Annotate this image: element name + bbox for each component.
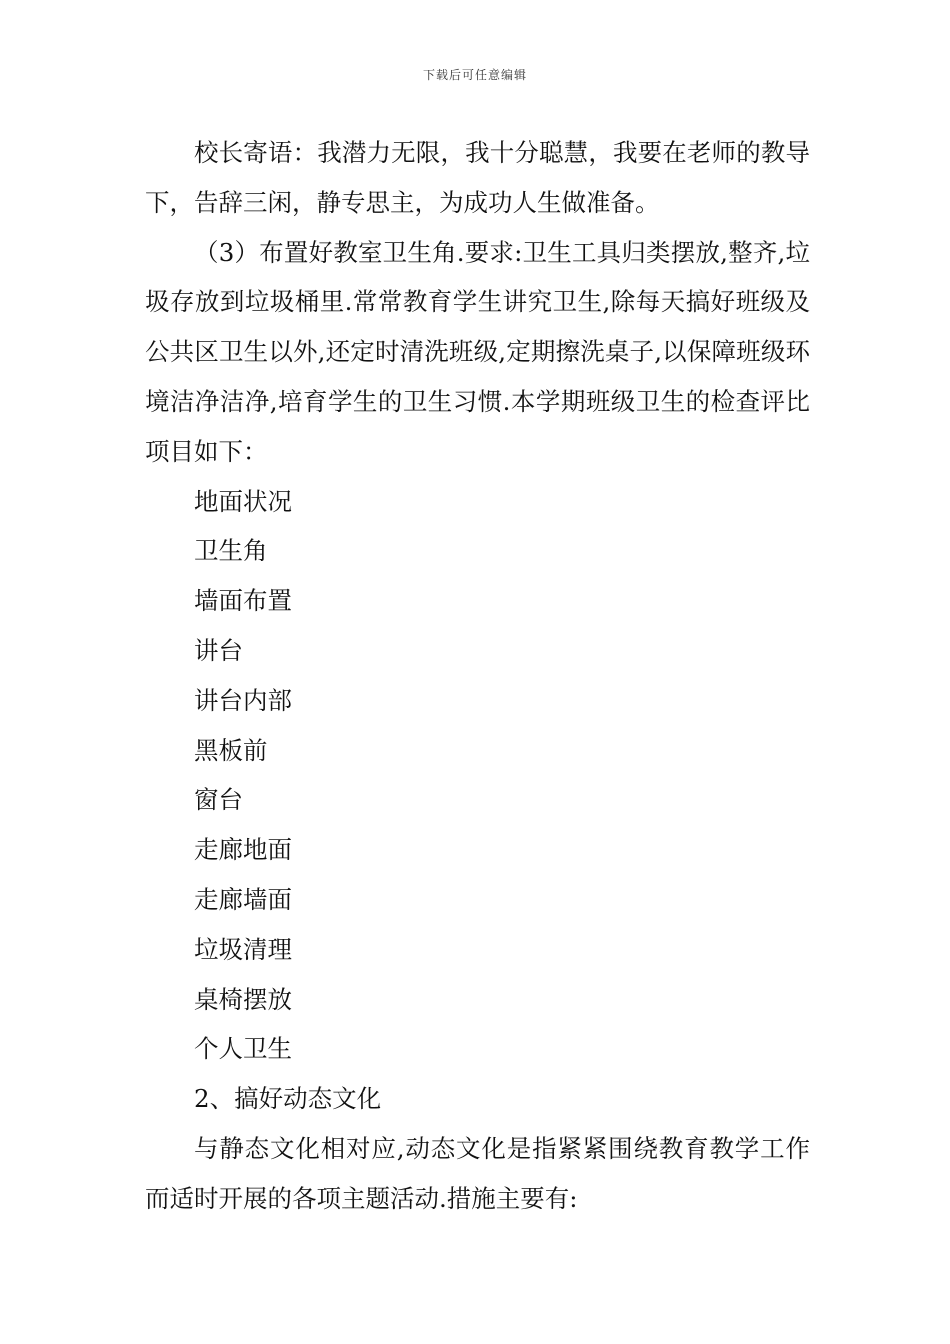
list-item: 窗台 (194, 785, 243, 815)
list-item: 黑板前 (194, 735, 268, 765)
hygiene-corner-paragraph: （3）布置好教室卫生角.要求:卫生工具归类摆放,整齐,垃圾存放到垃圾桶里.常常教育学生讲究卫生,除每天搞好班级及公共区卫生以外,还定时清洗班级,定期擦洗桌子,以保障班级环境洁净洁净,培育学生的卫生习惯.本学期班级卫生的检查评比项目如下： (145, 237, 810, 466)
list-item: 墙面布置 (194, 586, 292, 616)
list-item: 走廊墙面 (194, 884, 292, 914)
section-heading-dynamic-culture: 2、搞好动态文化 (194, 1084, 382, 1114)
list-item: 垃圾清理 (194, 934, 292, 964)
page-header: 下载后可任意编辑 (422, 68, 527, 82)
list-item: 讲台 (194, 635, 243, 665)
inspection-item-list (145, 477, 810, 1075)
document-body (145, 128, 810, 1224)
list-item: 讲台内部 (194, 685, 292, 715)
list-item: 走廊地面 (194, 835, 292, 865)
principal-message-paragraph: 校长寄语：我潜力无限，我十分聪慧，我要在老师的教导下，告辞三闲，静专思主，为成功人生做准备。 (145, 138, 810, 217)
list-item: 个人卫生 (194, 1034, 292, 1064)
list-item: 地面状况 (194, 486, 292, 516)
list-item: 卫生角 (194, 536, 268, 566)
list-item: 桌椅摆放 (194, 984, 292, 1014)
dynamic-culture-paragraph: 与静态文化相对应,动态文化是指紧紧围绕教育教学工作而适时开展的各项主题活动.措施主要有: (145, 1133, 810, 1213)
